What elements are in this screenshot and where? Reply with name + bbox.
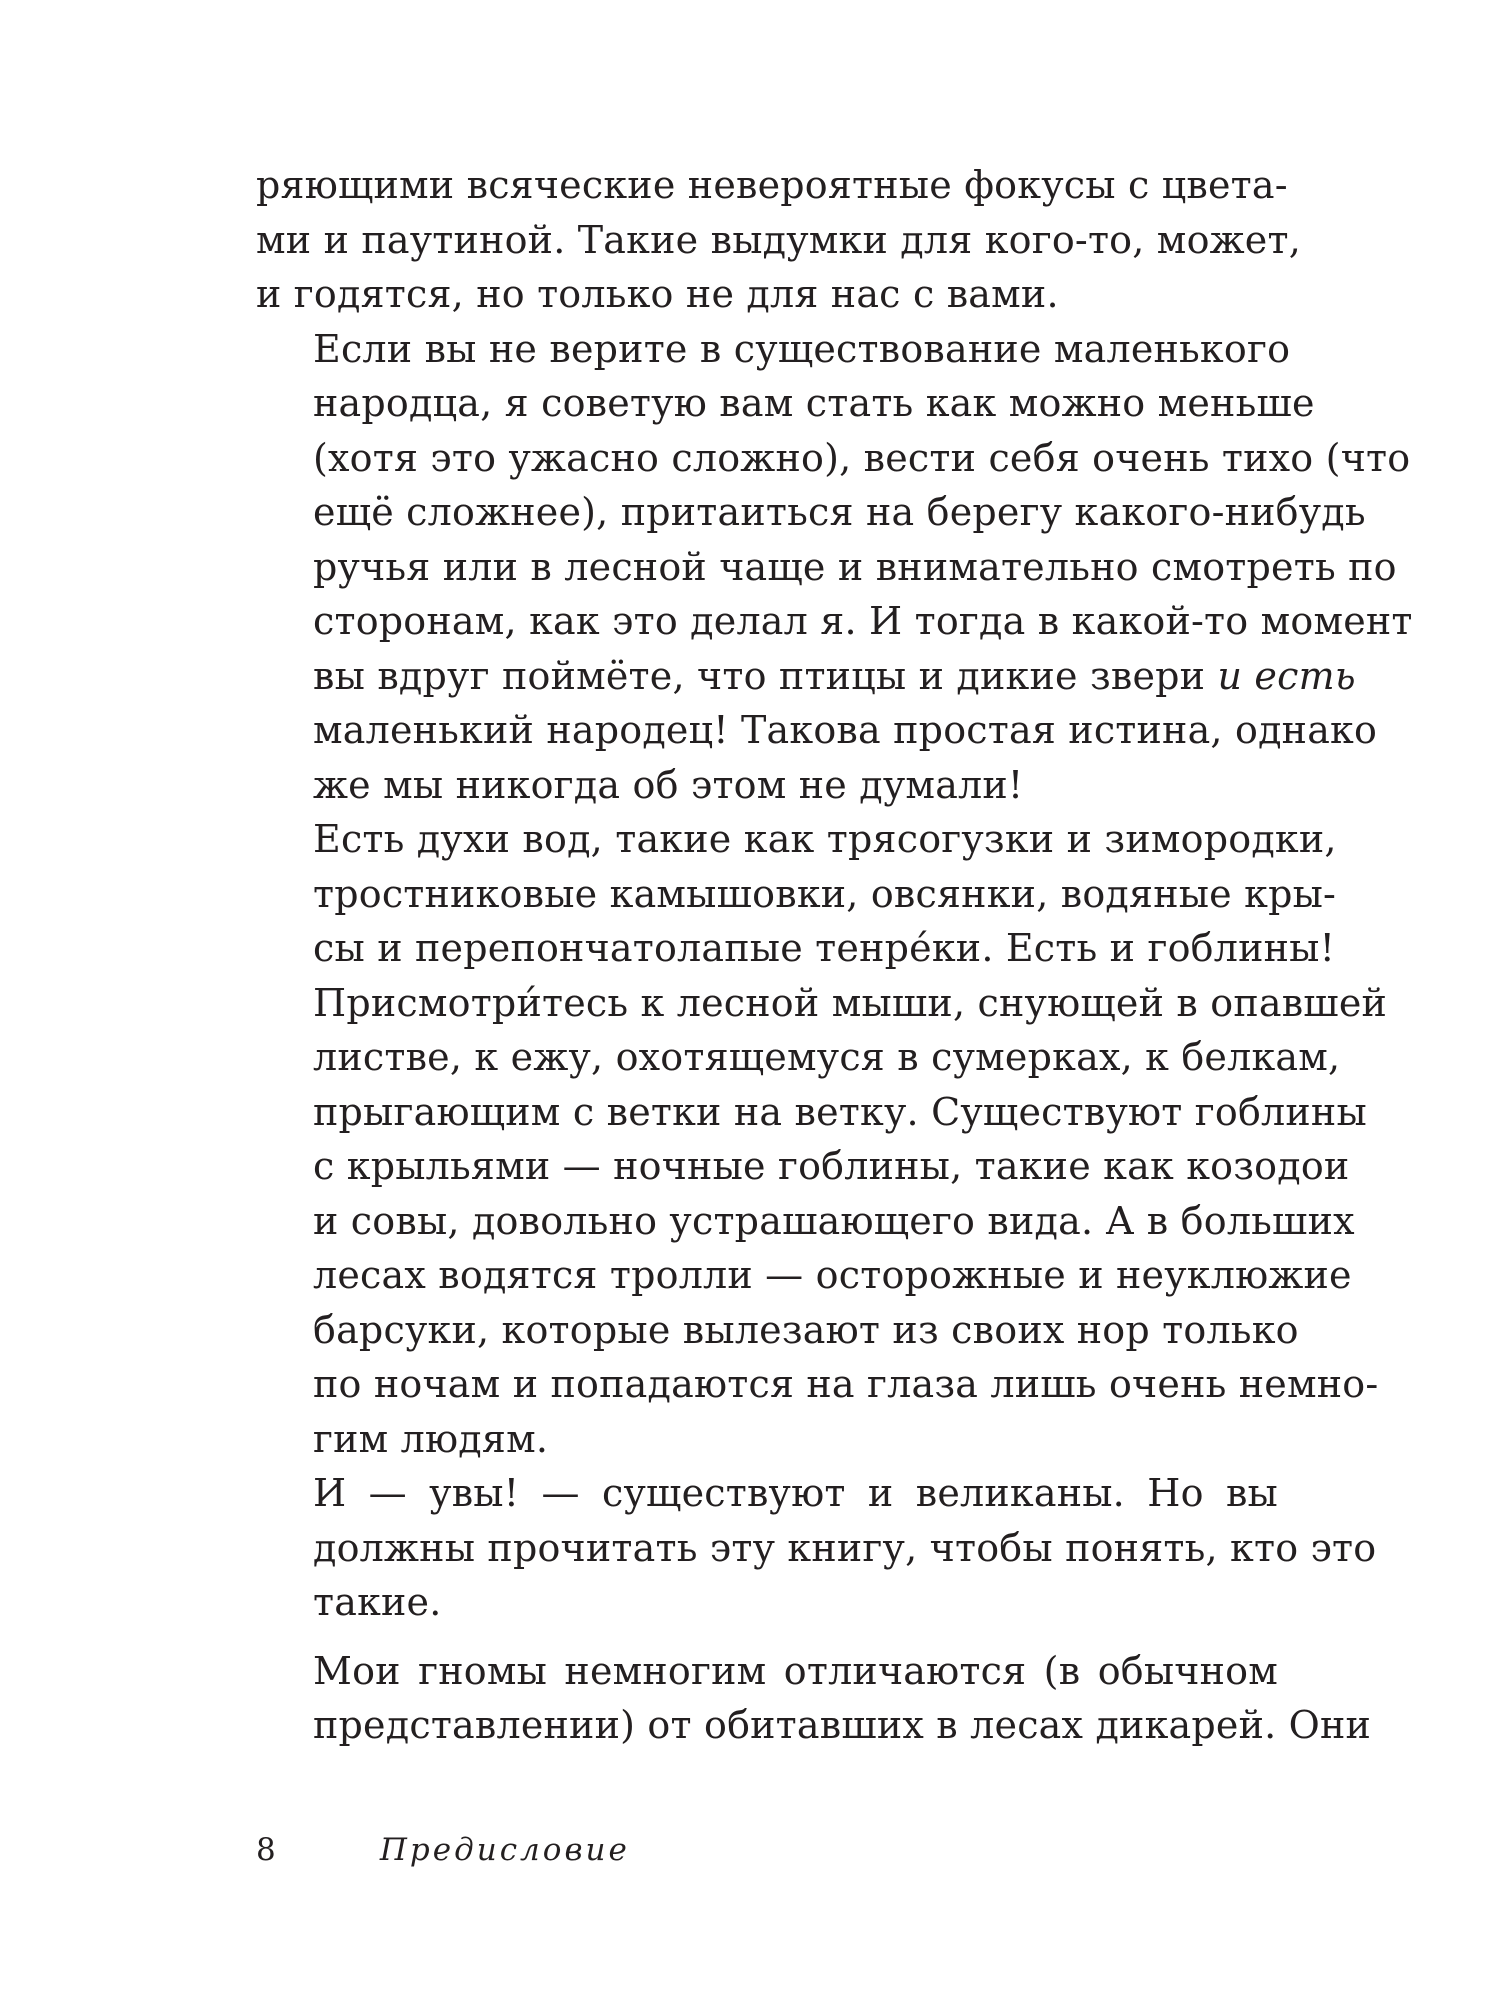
text-line: листве, к ежу, охотящемуся в сумерках, к белкам, [313,1035,1341,1079]
text-line: с крыльями — ночные гоблины, такие как козодои [313,1144,1350,1188]
page-footer [256,1832,630,1868]
text-line: барсуки, которые вылезают из своих нор только [313,1307,1299,1352]
text-line: маленький народец! Такова простая истина, однако [313,708,1378,752]
text-line: сторонам, как это делал я. И тогда в какой-то момент [313,599,1413,643]
paragraph-4 [256,1466,1377,1630]
page-number: 8 [256,1832,276,1868]
text-line-with-emphasis [256,649,1356,704]
text-line: И — увы! — существуют и великаны. Но вы [313,1471,1278,1515]
text-line: ещё сложнее), притаиться на берегу какого-нибудь [313,490,1366,534]
text-line: Присмотри́тесь к лесной мыши, снующей в опавшей [313,980,1388,1025]
paragraph-3 [256,812,1388,1466]
emphasis-text: и есть [1217,653,1356,698]
text-line: же мы никогда об этом не думали! [313,762,1024,807]
text-line: представлении) от обитавших в лесах дикарей. Они [313,1703,1372,1747]
text-line: должны прочитать эту книгу, чтобы понять, кто это [313,1525,1377,1570]
paragraph-1 [256,158,1301,322]
running-head: Предисловие [379,1832,630,1868]
text-line: Если вы не верите в существование маленького [313,326,1291,371]
text-line: такие. [313,1580,442,1624]
text-line: гим людям. [313,1416,549,1461]
text-line: по ночам и попадаются на глаза лишь очень немно- [313,1362,1379,1406]
paragraph-2 [256,322,1413,813]
text-run: вы вдруг поймёте, что птицы и дикие звери [313,653,1218,698]
body-text [256,158,1413,1753]
text-line: лесах водятся тролли — осторожные и неуклюжие [313,1253,1352,1297]
text-line: тростниковые камышовки, овсянки, водяные кры- [313,871,1337,916]
text-line: прыгающим с ветки на ветку. Существуют гоблины [313,1089,1367,1134]
text-line: Мои гномы немногим отличаются (в обычном [313,1648,1278,1693]
text-line: ми и паутиной. Такие выдумки для кого-то, может, [256,217,1301,262]
text-line: и годятся, но только не для нас с вами. [256,272,1059,316]
text-line: (хотя это ужасно сложно), вести себя очень тихо (что [313,435,1411,480]
text-line: и совы, довольно устрашающего вида. А в больших [313,1198,1355,1243]
text-line: народца, я советую вам стать как можно меньше [313,381,1315,425]
text-line: ряющими всяческие невероятные фокусы с цвета- [256,163,1288,207]
paragraph-5 [256,1644,1372,1753]
text-line: Есть духи вод, такие как трясогузки и зимородки, [313,817,1337,861]
text-line: сы и перепончатолапые тенре́ки. Есть и гоблины! [313,926,1336,970]
text-line: ручья или в лесной чаще и внимательно смотреть по [313,544,1397,589]
